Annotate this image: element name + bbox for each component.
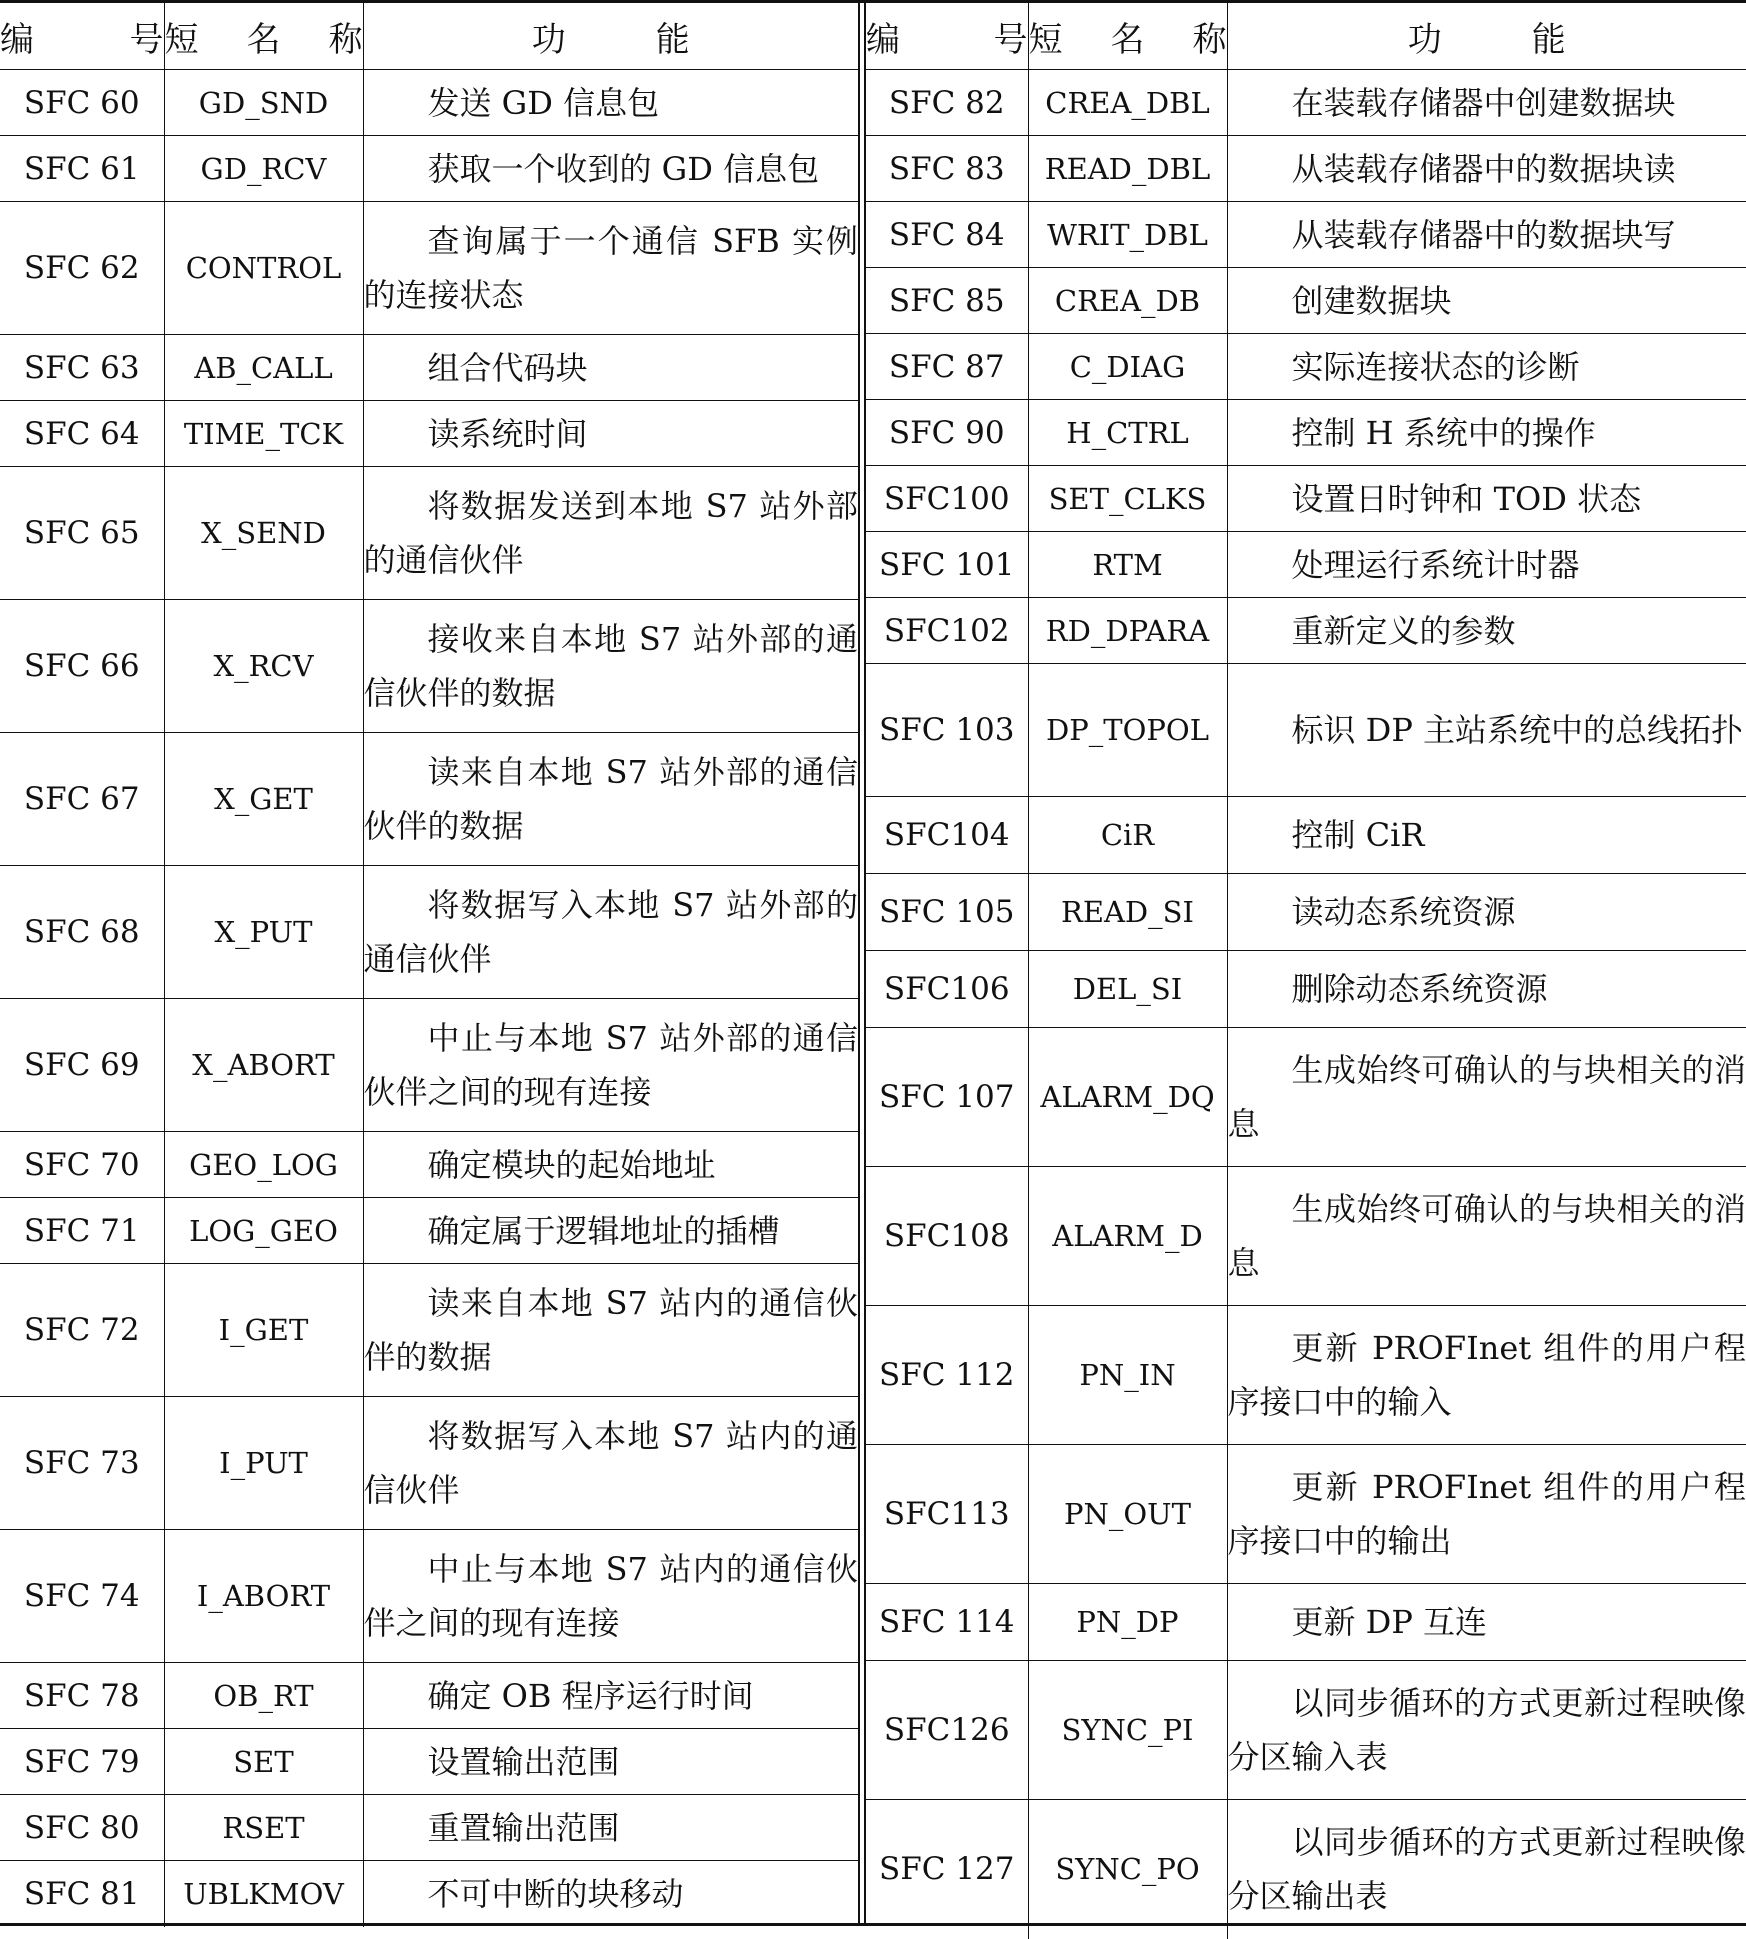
short-name: ALARM_D bbox=[1028, 1167, 1227, 1306]
sfc-number: SFC 60 bbox=[0, 70, 164, 136]
function-desc: 将数据写入本地 S7 站外部的通信伙伴 bbox=[363, 866, 858, 999]
sfc-number: SFC 63 bbox=[0, 335, 164, 401]
table-header-row bbox=[0, 3, 858, 70]
sfc-number: SFC 80 bbox=[0, 1795, 164, 1861]
table-row bbox=[866, 1167, 1746, 1306]
table-row bbox=[0, 1530, 858, 1663]
table-row bbox=[866, 1306, 1746, 1445]
sfc-number: SFC 127 bbox=[866, 1800, 1028, 1939]
header-function: 功能 bbox=[363, 3, 858, 70]
table-row bbox=[866, 268, 1746, 334]
short-name: SYNC_PI bbox=[1028, 1661, 1227, 1800]
short-name: GEO_LOG bbox=[164, 1132, 363, 1198]
table-row bbox=[866, 532, 1746, 598]
function-desc: 以同步循环的方式更新过程映像分区输出表 bbox=[1227, 1800, 1746, 1939]
function-desc: 生成始终可确认的与块相关的消息 bbox=[1227, 1028, 1746, 1167]
table-row bbox=[0, 1729, 858, 1795]
sfc-number: SFC 87 bbox=[866, 334, 1028, 400]
header-name: 短名称 bbox=[164, 3, 363, 70]
function-desc: 标识 DP 主站系统中的总线拓扑 bbox=[1227, 664, 1746, 797]
function-desc: 删除动态系统资源 bbox=[1227, 951, 1746, 1028]
table-row bbox=[866, 1800, 1746, 1939]
left-table-panel bbox=[0, 3, 858, 1923]
table-row bbox=[866, 951, 1746, 1028]
function-desc: 控制 CiR bbox=[1227, 797, 1746, 874]
right-sfc-table bbox=[866, 3, 1746, 1939]
short-name: GD_RCV bbox=[164, 136, 363, 202]
sfc-number: SFC102 bbox=[866, 598, 1028, 664]
function-desc: 控制 H 系统中的操作 bbox=[1227, 400, 1746, 466]
short-name: DP_TOPOL bbox=[1028, 664, 1227, 797]
function-desc: 处理运行系统计时器 bbox=[1227, 532, 1746, 598]
function-desc: 更新 DP 互连 bbox=[1227, 1584, 1746, 1661]
short-name: CiR bbox=[1028, 797, 1227, 874]
sfc-number: SFC 62 bbox=[0, 202, 164, 335]
sfc-number: SFC 79 bbox=[0, 1729, 164, 1795]
function-desc: 生成始终可确认的与块相关的消息 bbox=[1227, 1167, 1746, 1306]
header-id: 编号 bbox=[866, 3, 1028, 70]
function-desc: 发送 GD 信息包 bbox=[363, 70, 858, 136]
short-name: CONTROL bbox=[164, 202, 363, 335]
table-row bbox=[0, 202, 858, 335]
sfc-number: SFC 103 bbox=[866, 664, 1028, 797]
function-desc: 不可中断的块移动 bbox=[363, 1861, 858, 1927]
sfc-number: SFC 66 bbox=[0, 600, 164, 733]
table-row bbox=[0, 999, 858, 1132]
short-name: CREA_DBL bbox=[1028, 70, 1227, 136]
header-function: 功能 bbox=[1227, 3, 1746, 70]
short-name: X_SEND bbox=[164, 467, 363, 600]
short-name: SET bbox=[164, 1729, 363, 1795]
header-id: 编号 bbox=[0, 3, 164, 70]
table-row bbox=[866, 797, 1746, 874]
sfc-number: SFC 64 bbox=[0, 401, 164, 467]
function-desc: 确定 OB 程序运行时间 bbox=[363, 1663, 858, 1729]
table-row bbox=[866, 1445, 1746, 1584]
function-desc: 从装载存储器中的数据块读 bbox=[1227, 136, 1746, 202]
short-name: RTM bbox=[1028, 532, 1227, 598]
short-name: OB_RT bbox=[164, 1663, 363, 1729]
table-row bbox=[0, 1861, 858, 1927]
function-desc: 将数据写入本地 S7 站内的通信伙伴 bbox=[363, 1397, 858, 1530]
function-desc: 实际连接状态的诊断 bbox=[1227, 334, 1746, 400]
table-row bbox=[866, 1028, 1746, 1167]
function-desc: 读动态系统资源 bbox=[1227, 874, 1746, 951]
sfc-number: SFC 72 bbox=[0, 1264, 164, 1397]
sfc-number: SFC 67 bbox=[0, 733, 164, 866]
sfc-number: SFC 78 bbox=[0, 1663, 164, 1729]
short-name: PN_DP bbox=[1028, 1584, 1227, 1661]
function-desc: 获取一个收到的 GD 信息包 bbox=[363, 136, 858, 202]
right-table-panel bbox=[866, 3, 1746, 1923]
function-desc: 读系统时间 bbox=[363, 401, 858, 467]
sfc-number: SFC113 bbox=[866, 1445, 1028, 1584]
table-row bbox=[0, 136, 858, 202]
table-row bbox=[0, 1198, 858, 1264]
table-row bbox=[866, 334, 1746, 400]
table-row bbox=[0, 866, 858, 999]
table-row bbox=[0, 467, 858, 600]
sfc-number: SFC 74 bbox=[0, 1530, 164, 1663]
short-name: X_GET bbox=[164, 733, 363, 866]
header-name: 短名称 bbox=[1028, 3, 1227, 70]
function-desc: 读来自本地 S7 站外部的通信伙伴的数据 bbox=[363, 733, 858, 866]
short-name: RSET bbox=[164, 1795, 363, 1861]
table-row bbox=[0, 335, 858, 401]
table-header-row bbox=[866, 3, 1746, 70]
short-name: UBLKMOV bbox=[164, 1861, 363, 1927]
sfc-number: SFC 101 bbox=[866, 532, 1028, 598]
function-desc: 查询属于一个通信 SFB 实例的连接状态 bbox=[363, 202, 858, 335]
function-desc: 从装载存储器中的数据块写 bbox=[1227, 202, 1746, 268]
function-desc: 将数据发送到本地 S7 站外部的通信伙伴 bbox=[363, 467, 858, 600]
sfc-number: SFC 82 bbox=[866, 70, 1028, 136]
table-row bbox=[866, 874, 1746, 951]
short-name: READ_DBL bbox=[1028, 136, 1227, 202]
function-desc: 中止与本地 S7 站内的通信伙伴之间的现有连接 bbox=[363, 1530, 858, 1663]
function-desc: 设置输出范围 bbox=[363, 1729, 858, 1795]
short-name: H_CTRL bbox=[1028, 400, 1227, 466]
table-row bbox=[866, 664, 1746, 797]
sfc-number: SFC 68 bbox=[0, 866, 164, 999]
function-desc: 确定模块的起始地址 bbox=[363, 1132, 858, 1198]
short-name: DEL_SI bbox=[1028, 951, 1227, 1028]
short-name: WRIT_DBL bbox=[1028, 202, 1227, 268]
short-name: CREA_DB bbox=[1028, 268, 1227, 334]
short-name: RD_DPARA bbox=[1028, 598, 1227, 664]
short-name: GD_SND bbox=[164, 70, 363, 136]
table-row bbox=[866, 136, 1746, 202]
sfc-number: SFC 69 bbox=[0, 999, 164, 1132]
table-row bbox=[866, 70, 1746, 136]
sfc-number: SFC 73 bbox=[0, 1397, 164, 1530]
sfc-number: SFC106 bbox=[866, 951, 1028, 1028]
sfc-number: SFC 85 bbox=[866, 268, 1028, 334]
function-desc: 更新 PROFInet 组件的用户程序接口中的输出 bbox=[1227, 1445, 1746, 1584]
table-row bbox=[0, 1663, 858, 1729]
sfc-number: SFC 112 bbox=[866, 1306, 1028, 1445]
sfc-number: SFC 114 bbox=[866, 1584, 1028, 1661]
short-name: READ_SI bbox=[1028, 874, 1227, 951]
table-row bbox=[0, 1795, 858, 1861]
function-desc: 重置输出范围 bbox=[363, 1795, 858, 1861]
table-row bbox=[866, 598, 1746, 664]
short-name: I_GET bbox=[164, 1264, 363, 1397]
function-desc: 设置日时钟和 TOD 状态 bbox=[1227, 466, 1746, 532]
function-desc: 以同步循环的方式更新过程映像分区输入表 bbox=[1227, 1661, 1746, 1800]
sfc-number: SFC 107 bbox=[866, 1028, 1028, 1167]
sfc-number: SFC 65 bbox=[0, 467, 164, 600]
short-name: X_PUT bbox=[164, 866, 363, 999]
table-row bbox=[0, 1264, 858, 1397]
short-name: I_ABORT bbox=[164, 1530, 363, 1663]
sfc-number: SFC 84 bbox=[866, 202, 1028, 268]
short-name: ALARM_DQ bbox=[1028, 1028, 1227, 1167]
function-desc: 重新定义的参数 bbox=[1227, 598, 1746, 664]
sfc-number: SFC 83 bbox=[866, 136, 1028, 202]
function-desc: 确定属于逻辑地址的插槽 bbox=[363, 1198, 858, 1264]
short-name: LOG_GEO bbox=[164, 1198, 363, 1264]
short-name: SET_CLKS bbox=[1028, 466, 1227, 532]
function-desc: 中止与本地 S7 站外部的通信伙伴之间的现有连接 bbox=[363, 999, 858, 1132]
table-row bbox=[0, 1132, 858, 1198]
sfc-number: SFC104 bbox=[866, 797, 1028, 874]
sfc-number: SFC 90 bbox=[866, 400, 1028, 466]
table-row bbox=[866, 466, 1746, 532]
function-desc: 更新 PROFInet 组件的用户程序接口中的输入 bbox=[1227, 1306, 1746, 1445]
table-row bbox=[866, 400, 1746, 466]
sfc-number: SFC 81 bbox=[0, 1861, 164, 1927]
short-name: PN_OUT bbox=[1028, 1445, 1227, 1584]
table-row bbox=[0, 401, 858, 467]
sfc-number: SFC 71 bbox=[0, 1198, 164, 1264]
short-name: X_RCV bbox=[164, 600, 363, 733]
short-name: PN_IN bbox=[1028, 1306, 1227, 1445]
short-name: SYNC_PO bbox=[1028, 1800, 1227, 1939]
table-row bbox=[0, 1397, 858, 1530]
short-name: C_DIAG bbox=[1028, 334, 1227, 400]
table-row bbox=[0, 70, 858, 136]
table-row bbox=[866, 1584, 1746, 1661]
short-name: I_PUT bbox=[164, 1397, 363, 1530]
sfc-number: SFC126 bbox=[866, 1661, 1028, 1800]
left-sfc-table bbox=[0, 3, 858, 1927]
function-desc: 在装载存储器中创建数据块 bbox=[1227, 70, 1746, 136]
function-desc: 读来自本地 S7 站内的通信伙伴的数据 bbox=[363, 1264, 858, 1397]
function-desc: 创建数据块 bbox=[1227, 268, 1746, 334]
panel-divider bbox=[858, 3, 866, 1923]
sfc-number: SFC 105 bbox=[866, 874, 1028, 951]
function-desc: 组合代码块 bbox=[363, 335, 858, 401]
table-row bbox=[0, 733, 858, 866]
sfc-number: SFC108 bbox=[866, 1167, 1028, 1306]
short-name: TIME_TCK bbox=[164, 401, 363, 467]
table-row bbox=[866, 202, 1746, 268]
short-name: X_ABORT bbox=[164, 999, 363, 1132]
table-row bbox=[0, 600, 858, 733]
function-desc: 接收来自本地 S7 站外部的通信伙伴的数据 bbox=[363, 600, 858, 733]
table-row bbox=[866, 1661, 1746, 1800]
sfc-number: SFC 61 bbox=[0, 136, 164, 202]
short-name: AB_CALL bbox=[164, 335, 363, 401]
sfc-number: SFC 70 bbox=[0, 1132, 164, 1198]
sfc-number: SFC100 bbox=[866, 466, 1028, 532]
